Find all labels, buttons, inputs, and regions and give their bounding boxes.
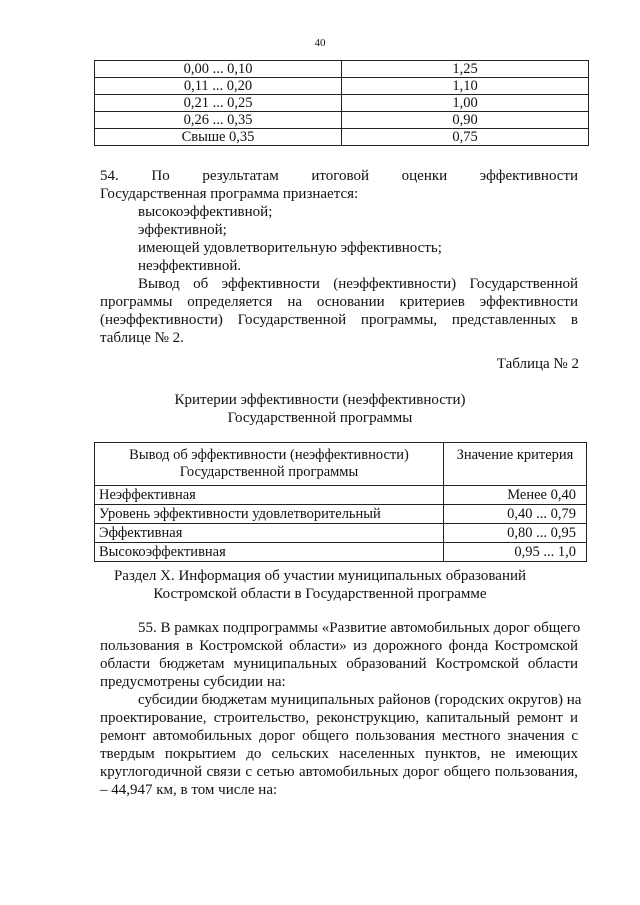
- table-cell: 0,90: [342, 112, 589, 129]
- para54-line1: [100, 167, 578, 185]
- table-cell: Неэффективная: [95, 486, 444, 505]
- para55-sub-line: субсидии бюджетам муниципальных районов (городских округов) на: [138, 692, 582, 708]
- para55-sub-line: круглогодичной связи с сетью автомобильных дорог общего пользования,: [100, 764, 578, 780]
- table-cell: 0,26 ... 0,35: [95, 112, 342, 129]
- table-row: [95, 78, 589, 95]
- table-cell: 1,25: [342, 61, 589, 78]
- table-cell: Эффективная: [95, 524, 444, 543]
- table-cell: Свыше 0,35: [95, 129, 342, 146]
- conclusion-line: программы определяется на основании критериев эффективности: [100, 294, 578, 310]
- list-item: неэффективной.: [138, 258, 242, 274]
- word: По: [151, 168, 170, 184]
- table-cell: Уровень эффективности удовлетворительный: [95, 505, 444, 524]
- table-cell: 0,75: [342, 129, 589, 146]
- table2-title: [0, 391, 640, 427]
- list-item: высокоэффективной;: [138, 204, 273, 220]
- table-cell: 1,10: [342, 78, 589, 95]
- para55-line: предусмотрены субсидии на:: [100, 674, 286, 690]
- word: результатам: [202, 168, 279, 184]
- word: оценки: [401, 168, 448, 184]
- conclusion-line: (неэффективности) Государственной программы, представленных в: [100, 312, 578, 328]
- criteria-table: [94, 442, 587, 562]
- word: эффективности: [479, 168, 579, 184]
- word: 54.: [100, 168, 119, 184]
- para55-line: пользования в Костромской области» из дорожного фонда Костромской: [100, 638, 578, 654]
- table-header-row: [95, 443, 587, 486]
- para54-line2: Государственная программа признается:: [100, 186, 359, 202]
- page-number: 40: [314, 37, 326, 49]
- table-cell: Высокоэффективная: [95, 543, 444, 562]
- table-cell: 0,21 ... 0,25: [95, 95, 342, 112]
- table-cell: Менее 0,40: [444, 486, 587, 505]
- table-row: [95, 95, 589, 112]
- table2-label: Таблица № 2: [496, 356, 579, 372]
- conclusion-line: Вывод об эффективности (неэффективности) Государственной: [138, 276, 578, 292]
- section-heading-line: Костромской области в Государственной программе: [153, 586, 487, 602]
- column-header: Значение критерия: [444, 443, 587, 486]
- table-cell: 0,95 ... 1,0: [444, 543, 587, 562]
- table-row: [95, 129, 589, 146]
- table-row: [95, 486, 587, 505]
- table-row: [95, 61, 589, 78]
- para55-sub-line: проектирование, строительство, реконструкцию, капитальный ремонт и: [100, 710, 578, 726]
- para55-sub-line: ремонт автомобильных дорог общего пользования местного значения с: [100, 728, 578, 744]
- list-item: эффективной;: [138, 222, 227, 238]
- section-heading-line: Раздел X. Информация об участии муниципальных образований: [113, 568, 527, 584]
- para55-line: области бюджетам муниципальных образований Костромской области: [100, 656, 578, 672]
- table2-title-line: Государственной программы: [227, 410, 413, 426]
- para55-sub-line: – 44,947 км, в том числе на:: [100, 782, 278, 798]
- para55-line: 55. В рамках подпрограммы «Развитие автомобильных дорог общего: [138, 620, 581, 636]
- table-row: [95, 112, 589, 129]
- section-heading: [0, 567, 640, 603]
- table-cell: 0,80 ... 0,95: [444, 524, 587, 543]
- conclusion-line: таблице № 2.: [100, 330, 184, 346]
- table2-title-line: Критерии эффективности (неэффективности): [174, 392, 466, 408]
- table-row: [95, 524, 587, 543]
- table-cell: 1,00: [342, 95, 589, 112]
- table-row: [95, 543, 587, 562]
- table-row: [95, 505, 587, 524]
- table-cell: 0,00 ... 0,10: [95, 61, 342, 78]
- table-cell: 0,11 ... 0,20: [95, 78, 342, 95]
- para55-sub-line: твердым покрытием до сельских населенных пунктов, не имеющих: [100, 746, 578, 762]
- column-header: Вывод об эффективности (неэффективности) Государственной программы: [95, 443, 444, 486]
- table-cell: 0,40 ... 0,79: [444, 505, 587, 524]
- coefficient-table: [94, 60, 589, 146]
- word: итоговой: [311, 168, 370, 184]
- list-item: имеющей удовлетворительную эффективность;: [138, 240, 442, 256]
